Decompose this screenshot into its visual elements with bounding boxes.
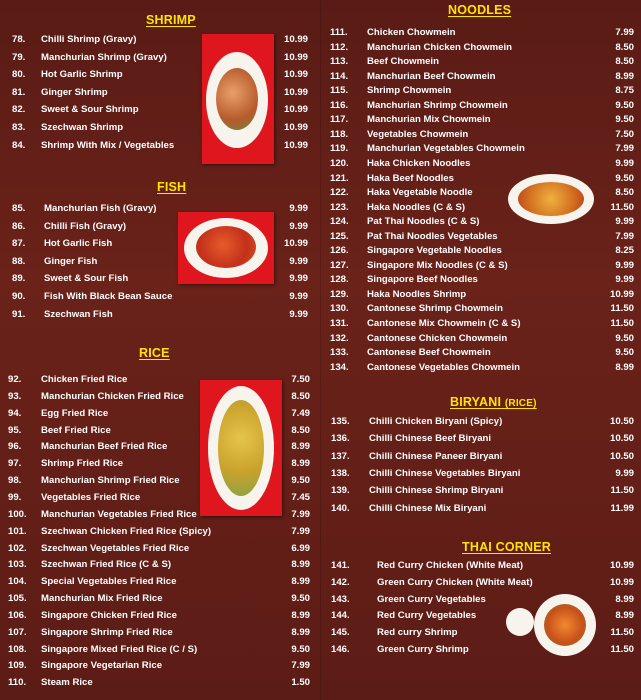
item-number: 112. [330, 41, 349, 53]
item-number: 144. [331, 610, 350, 622]
item-price: 8.99 [615, 593, 634, 605]
item-name: Haka Chicken Noodles [367, 157, 471, 169]
item-price: 7.50 [615, 128, 634, 140]
menu-item [331, 485, 634, 499]
item-price: 11.50 [610, 644, 634, 655]
item-number: 137. [331, 450, 350, 462]
item-price: 10.99 [283, 51, 308, 63]
item-price: 7.45 [291, 491, 310, 503]
menu-item [8, 576, 310, 590]
item-price: 11.50 [610, 303, 634, 315]
menu-item [330, 100, 634, 114]
item-name: Manchurian Shrimp Fried Rice [41, 475, 180, 487]
item-price: 11.50 [610, 627, 634, 639]
item-name: Sweet & Sour Fish [44, 273, 129, 285]
item-price: 9.99 [615, 259, 634, 271]
item-name: Manchurian Shrimp Chowmein [367, 99, 508, 111]
menu-item [330, 85, 634, 99]
item-name: Shrimp Fried Rice [41, 458, 124, 470]
thai-section-title [462, 540, 551, 554]
item-name: Ginger Fish [44, 255, 98, 267]
item-number: 134. [330, 361, 349, 373]
fish-dish-photo [178, 212, 274, 284]
item-number: 103. [8, 559, 27, 571]
item-price: 9.50 [615, 114, 634, 126]
item-name: Szechwan Chicken Fried Rice (Spicy) [41, 525, 212, 537]
item-number: 127. [330, 259, 349, 271]
item-number: 138. [331, 467, 350, 479]
item-name: Green Curry Chicken (White Meat) [377, 576, 533, 588]
item-name: Manchurian Mix Chowmein [367, 114, 491, 126]
item-number: 84. [12, 139, 26, 151]
item-name: Green Curry Vegetables [377, 593, 486, 605]
rice-title-text: RICE [139, 346, 170, 360]
item-price: 7.99 [615, 143, 634, 155]
item-price: 8.99 [291, 576, 310, 588]
menu-item [330, 289, 634, 303]
item-number: 119. [330, 143, 349, 155]
item-name: Cantonese Mix Chowmein (C & S) [367, 318, 521, 329]
item-price: 8.99 [615, 610, 634, 622]
item-number: 135. [331, 416, 350, 427]
item-number: 111. [330, 27, 348, 38]
item-number: 117. [330, 114, 349, 126]
menu-item [8, 644, 310, 658]
item-price: 10.99 [283, 86, 308, 98]
menu-item [8, 660, 310, 674]
item-price: 7.99 [291, 660, 310, 672]
item-name: Pat Thai Noodles (C & S) [367, 216, 480, 228]
item-name: Special Vegetables Fried Rice [41, 576, 177, 588]
item-price: 6.99 [291, 542, 310, 554]
fish-title-text: FISH [157, 180, 187, 194]
biryani-section-title [450, 395, 537, 409]
item-number: 124. [330, 216, 349, 228]
item-price: 10.99 [283, 122, 308, 133]
item-name: Chilli Chinese Vegetables Biryani [369, 467, 521, 479]
item-price: 9.99 [289, 203, 308, 214]
item-price: 10.99 [283, 104, 308, 116]
item-number: 120. [330, 157, 349, 169]
item-name: Singapore Chicken Fried Rice [41, 609, 177, 621]
item-price: 11.50 [610, 318, 634, 329]
item-name: Haka Noodles Shrimp [367, 288, 467, 300]
menu-item [330, 27, 634, 41]
item-name: Chilli Fish (Gravy) [44, 220, 127, 232]
item-number: 106. [8, 609, 27, 621]
item-name: Cantonese Vegetables Chowmein [367, 361, 521, 373]
item-price: 9.99 [289, 291, 308, 302]
menu-item [330, 260, 634, 274]
item-price: 8.99 [615, 361, 634, 373]
item-number: 139. [331, 485, 350, 497]
menu-item [8, 593, 310, 607]
item-name: Red curry Shrimp [377, 627, 458, 639]
menu-item [331, 560, 634, 574]
item-number: 118. [330, 128, 349, 140]
item-price: 10.99 [609, 560, 634, 571]
item-name: Cantonese Chicken Chowmein [367, 332, 508, 344]
item-price: 8.99 [615, 70, 634, 82]
menu-item [8, 627, 310, 641]
item-price: 9.50 [291, 593, 310, 605]
item-number: 143. [331, 593, 350, 605]
item-price: 9.50 [291, 475, 310, 487]
item-price: 8.99 [291, 609, 310, 621]
item-name: Green Curry Shrimp [377, 644, 469, 655]
fish-section-title [157, 180, 186, 194]
item-number: 82. [12, 104, 26, 116]
item-price: 9.50 [291, 643, 310, 655]
item-number: 126. [330, 245, 349, 257]
item-number: 86. [12, 220, 26, 232]
item-price: 10.99 [283, 34, 308, 45]
item-number: 102. [8, 542, 27, 554]
item-name: Chicken Chowmein [367, 27, 456, 38]
item-name: Manchurian Fish (Gravy) [44, 203, 157, 214]
menu-item [330, 303, 634, 317]
item-price: 8.75 [615, 85, 634, 97]
item-number: 131. [330, 318, 349, 329]
item-name: Singapore Mixed Fried Rice (C / S) [41, 643, 198, 655]
menu-item [331, 468, 634, 482]
item-number: 80. [12, 69, 26, 81]
item-number: 105. [8, 593, 27, 605]
item-number: 78. [12, 34, 26, 45]
item-name: Manchurian Beef Fried Rice [41, 441, 168, 453]
item-number: 140. [331, 502, 350, 514]
item-number: 93. [8, 390, 22, 402]
item-price: 9.99 [615, 216, 634, 228]
item-name: Chicken Fried Rice [41, 374, 128, 385]
menu-item [8, 526, 310, 540]
item-name: Manchurian Vegetables Chowmein [367, 143, 525, 155]
item-name: Szechwan Vegetables Fried Rice [41, 542, 190, 554]
item-name: Shrimp Chowmein [367, 85, 452, 97]
item-number: 92. [8, 374, 22, 385]
item-price: 9.99 [289, 308, 308, 320]
item-price: 7.99 [615, 230, 634, 242]
item-number: 108. [8, 643, 27, 655]
menu-item [331, 577, 634, 591]
item-number: 128. [330, 274, 349, 286]
item-price: 10.99 [609, 288, 634, 300]
item-price: 9.50 [615, 172, 634, 184]
menu-item [8, 677, 310, 691]
menu-item [331, 451, 634, 465]
item-number: 100. [8, 508, 27, 520]
curry-dish-photo [504, 592, 598, 658]
item-number: 104. [8, 576, 27, 588]
item-number: 123. [330, 201, 349, 213]
item-number: 125. [330, 230, 349, 242]
item-price: 7.99 [291, 508, 310, 520]
item-number: 85. [12, 203, 26, 214]
item-name: Haka Vegetable Noodle [367, 187, 473, 199]
item-number: 115. [330, 85, 349, 97]
menu-item [8, 543, 310, 557]
item-price: 7.49 [291, 407, 310, 419]
item-name: Ginger Shrimp [41, 86, 108, 98]
noodles-section-title [448, 3, 511, 17]
menu-item [330, 318, 634, 332]
item-name: Szechwan Fried Rice (C & S) [41, 559, 172, 571]
item-price: 9.50 [615, 99, 634, 111]
item-number: 132. [330, 332, 349, 344]
menu-item [330, 362, 634, 376]
item-name: Manchurian Chicken Chowmein [367, 41, 512, 53]
noodles-title-text: NOODLES [448, 3, 512, 17]
item-name: Beef Fried Rice [41, 424, 111, 436]
menu-item [331, 433, 634, 447]
menu-item [330, 114, 634, 128]
item-number: 91. [12, 308, 26, 320]
menu-item [12, 291, 308, 305]
item-number: 122. [330, 187, 349, 199]
item-name: Manchurian Chicken Fried Rice [41, 390, 184, 402]
item-name: Szechwan Fish [44, 308, 113, 320]
item-price: 8.99 [291, 626, 310, 638]
item-number: 146. [331, 644, 350, 655]
item-name: Vegetables Chowmein [367, 128, 469, 140]
item-number: 110. [8, 677, 27, 689]
item-name: Shrimp With Mix / Vegetables [41, 139, 175, 151]
item-name: Chilli Chinese Mix Biryani [369, 502, 487, 514]
item-price: 9.50 [615, 332, 634, 344]
menu-item [330, 231, 634, 245]
item-number: 89. [12, 273, 26, 285]
item-number: 83. [12, 122, 26, 133]
item-number: 94. [8, 407, 22, 419]
item-number: 145. [331, 627, 350, 639]
item-price: 8.99 [291, 441, 310, 453]
item-number: 87. [12, 238, 26, 250]
item-price: 10.99 [609, 576, 634, 588]
item-name: Manchurian Mix Fried Rice [41, 593, 163, 605]
item-price: 8.50 [291, 424, 310, 436]
item-name: Chilli Shrimp (Gravy) [41, 34, 137, 45]
menu-item [330, 56, 634, 70]
thai-title-text: THAI CORNER [462, 540, 552, 554]
item-price: 8.50 [291, 390, 310, 402]
item-name: Cantonese Shrimp Chowmein [367, 303, 503, 315]
item-price: 10.50 [609, 433, 634, 445]
item-price: 8.50 [615, 41, 634, 53]
item-price: 7.50 [291, 374, 310, 385]
item-number: 98. [8, 475, 22, 487]
item-name: Hot Garlic Fish [44, 238, 113, 250]
item-number: 96. [8, 441, 22, 453]
menu-item [8, 559, 310, 573]
menu-item [330, 129, 634, 143]
menu-item [330, 71, 634, 85]
item-name: Manchurian Vegetables Fried Rice [41, 508, 197, 520]
menu-item [331, 503, 634, 517]
item-number: 114. [330, 70, 349, 82]
item-price: 9.99 [289, 273, 308, 285]
shrimp-section-title [146, 13, 196, 27]
item-price: 7.99 [291, 525, 310, 537]
item-number: 95. [8, 424, 22, 436]
item-price: 9.99 [615, 157, 634, 169]
item-number: 142. [331, 576, 350, 588]
item-price: 9.99 [289, 255, 308, 267]
column-divider [320, 0, 321, 700]
item-name: Egg Fried Rice [41, 407, 109, 419]
item-number: 81. [12, 86, 26, 98]
item-number: 136. [331, 433, 350, 445]
item-name: Manchurian Shrimp (Gravy) [41, 51, 167, 63]
menu-item [330, 143, 634, 157]
item-price: 8.50 [615, 187, 634, 199]
item-number: 130. [330, 303, 349, 315]
item-name: Singapore Beef Noodles [367, 274, 478, 286]
item-name: Red Curry Vegetables [377, 610, 477, 622]
item-price: 7.99 [615, 27, 634, 38]
rice-section-title [139, 346, 170, 360]
item-number: 101. [8, 525, 27, 537]
menu-item [8, 610, 310, 624]
item-name: Hot Garlic Shrimp [41, 69, 123, 81]
item-name: Beef Chowmein [367, 56, 439, 68]
item-name: Singapore Vegetable Noodles [367, 245, 502, 257]
item-number: 79. [12, 51, 26, 63]
item-price: 11.99 [610, 502, 634, 514]
menu-item [330, 245, 634, 259]
item-price: 8.99 [291, 559, 310, 571]
shrimp-dish-photo [202, 34, 274, 164]
item-price: 10.99 [283, 69, 308, 81]
item-number: 141. [331, 560, 350, 571]
item-price: 8.25 [615, 245, 634, 257]
item-price: 11.50 [610, 485, 634, 497]
item-price: 10.50 [609, 450, 634, 462]
item-price: 10.99 [283, 139, 308, 151]
item-name: Steam Rice [41, 677, 93, 689]
item-number: 88. [12, 255, 26, 267]
item-name: Singapore Shrimp Fried Rice [41, 626, 173, 638]
item-number: 97. [8, 458, 22, 470]
item-name: Szechwan Shrimp [41, 122, 124, 133]
item-price: 9.99 [289, 220, 308, 232]
shrimp-title-text: SHRIMP [146, 13, 196, 27]
menu-item [330, 42, 634, 56]
item-name: Singapore Vegetarian Rice [41, 660, 163, 672]
item-name: Fish With Black Bean Sauce [44, 291, 173, 302]
menu-item [331, 416, 634, 430]
item-name: Chilli Chinese Shrimp Biryani [369, 485, 504, 497]
menu-item [330, 347, 634, 361]
item-name: Cantonese Beef Chowmein [367, 347, 491, 359]
item-price: 10.50 [609, 416, 634, 427]
item-name: Haka Noodles (C & S) [367, 201, 466, 213]
item-name: Sweet & Sour Shrimp [41, 104, 139, 116]
item-price: 10.99 [283, 238, 308, 250]
item-number: 116. [330, 99, 349, 111]
item-number: 129. [330, 288, 349, 300]
biryani-title-text: BIRYANI [450, 395, 502, 409]
biryani-subtitle-text: (RICE) [504, 398, 537, 409]
item-number: 90. [12, 291, 26, 302]
item-name: Red Curry Chicken (White Meat) [377, 560, 524, 571]
item-number: 109. [8, 660, 27, 672]
item-number: 99. [8, 491, 22, 503]
item-number: 121. [330, 172, 349, 184]
item-name: Chilli Chinese Beef Biryani [369, 433, 492, 445]
item-name: Vegetables Fried Rice [41, 491, 141, 503]
rice-dish-photo [200, 380, 282, 516]
item-name: Haka Beef Noodles [367, 172, 454, 184]
item-name: Manchurian Beef Chowmein [367, 70, 496, 82]
noodle-dish-photo [508, 170, 596, 226]
item-price: 9.99 [615, 467, 634, 479]
menu-item [12, 309, 308, 323]
item-price: 9.99 [615, 274, 634, 286]
menu-item [330, 274, 634, 288]
menu-item [330, 333, 634, 347]
item-number: 107. [8, 626, 27, 638]
item-price: 9.50 [615, 347, 634, 359]
item-name: Chilli Chinese Paneer Biryani [369, 450, 503, 462]
item-name: Chilli Chicken Biryani (Spicy) [369, 416, 503, 427]
item-number: 133. [330, 347, 349, 359]
item-price: 1.50 [291, 677, 310, 689]
item-price: 8.50 [615, 56, 634, 68]
item-name: Pat Thai Noodles Vegetables [367, 230, 498, 242]
item-price: 11.50 [610, 201, 634, 213]
item-price: 8.99 [291, 458, 310, 470]
item-number: 113. [330, 56, 349, 68]
item-name: Singapore Mix Noodles (C & S) [367, 259, 508, 271]
